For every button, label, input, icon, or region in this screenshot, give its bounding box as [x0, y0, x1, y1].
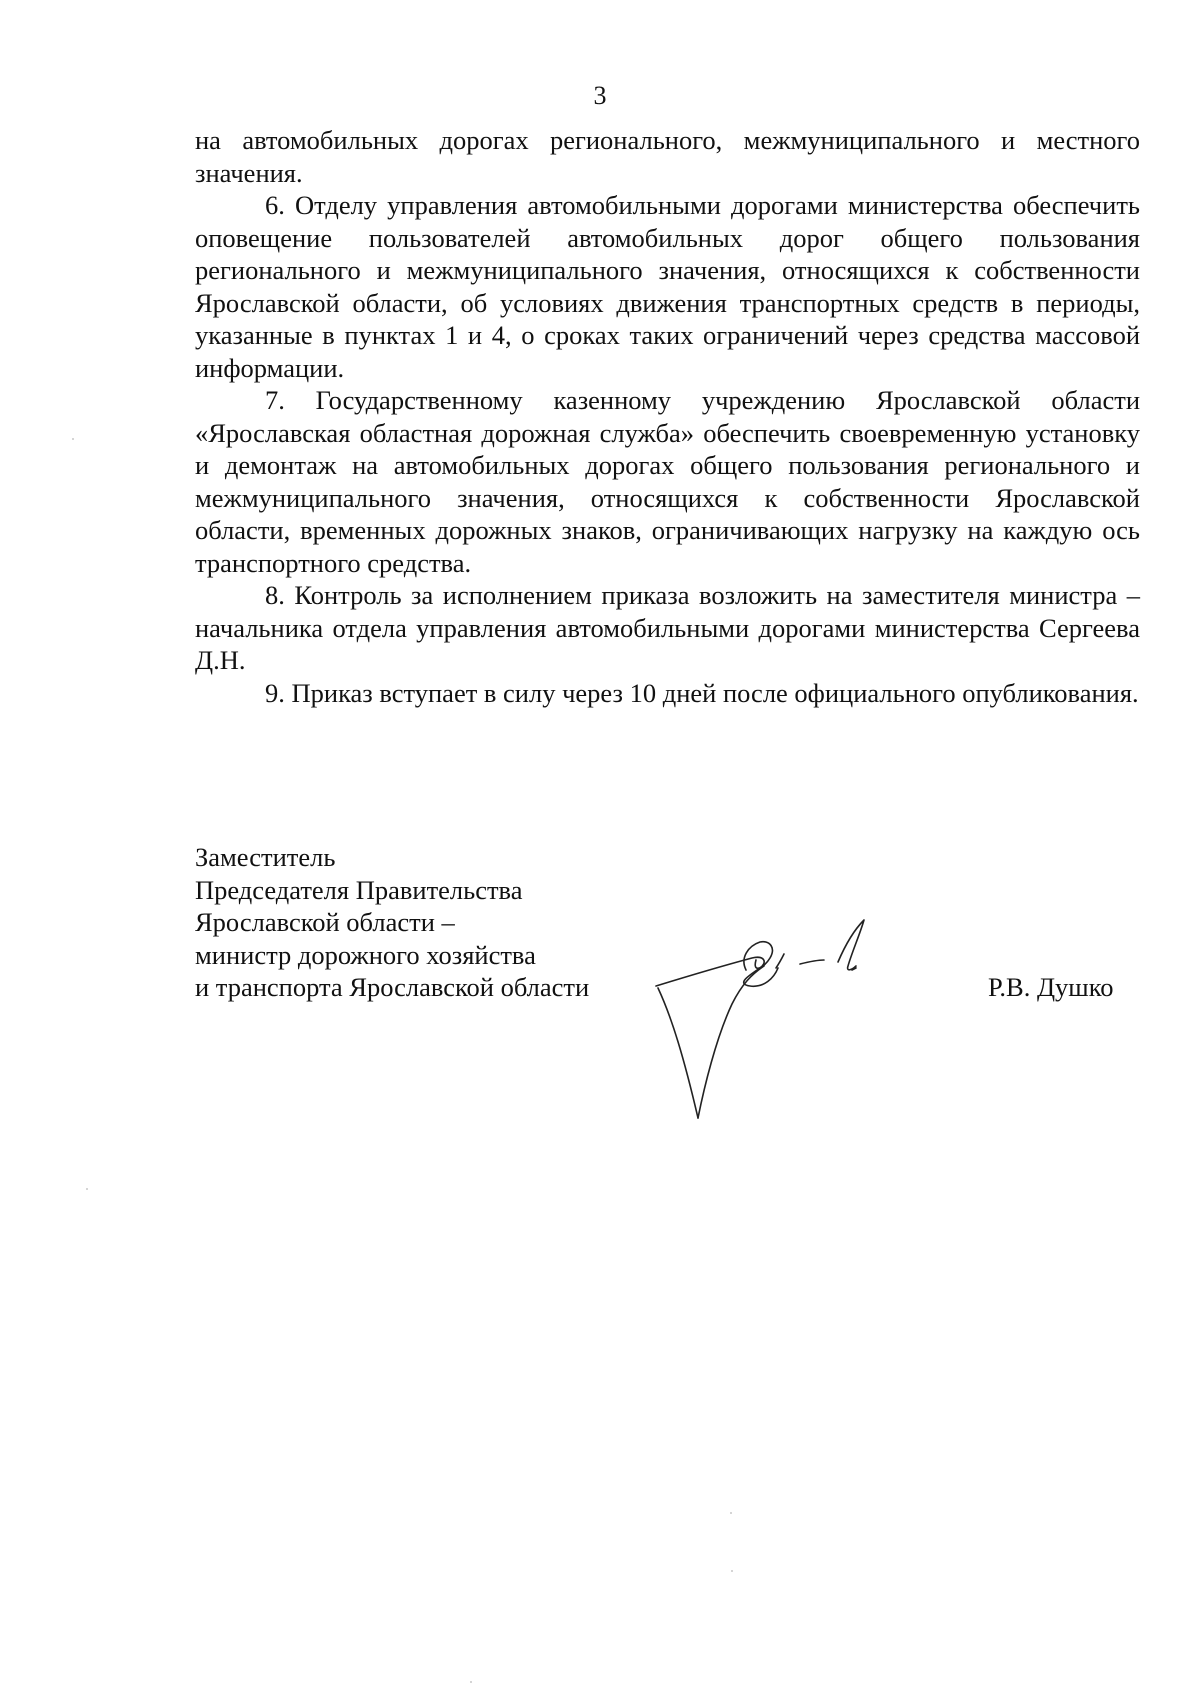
scan-speck: [72, 438, 74, 440]
signatory-title-line: Председателя Правительства: [195, 874, 523, 905]
paragraph-item-6: 6. Отделу управления автомобильными дорогами министерства обеспечить оповещение пользователей автомобильных дорог общего пользования регионального и межмуниципального значения, относящихся к собственности Ярославской области, об условиях движения транспортных средств в периоды, указанные в пунктах 1 и 4, о сроках таких ограничений через средства массовой информации.: [195, 190, 1140, 383]
signatory-title-line: и транспорта Ярославской области: [195, 972, 590, 1002]
paragraph-item-8: 8. Контроль за исполнением приказа возложить на заместителя министра – начальника отдела управления автомобильными дорогами министерства Сергеева Д.Н.: [195, 580, 1140, 675]
paragraph-continuation: на автомобильных дорогах регионального, межмуниципального и местного значения.: [195, 125, 1140, 188]
scan-speck: [470, 1681, 472, 1683]
page-number: 3: [593, 81, 607, 110]
scan-speck: [731, 1570, 733, 1572]
handwritten-signature-icon: [652, 918, 922, 1128]
scan-speck: [730, 1512, 732, 1514]
signatory-title-line: Ярославской области –: [195, 907, 455, 937]
paragraph-item-9: 9. Приказ вступает в силу через 10 дней после официального опубликования.: [265, 677, 1139, 708]
scan-speck: [86, 1188, 88, 1190]
signatory-title-line: Заместитель: [195, 842, 336, 872]
signatory-title-block: [195, 841, 589, 1004]
signatory-title-line: министр дорожного хозяйства: [195, 939, 536, 970]
paragraph-item-7: 7. Государственному казенному учреждению Ярославской области «Ярославская областная дорожная служба» обеспечить своевременную установку и демонтаж на автомобильных дорогах общего пользования регионального и межмуниципального значения, относящихся к собственности Ярославской области, временных дорожных знаков, ограничивающих нагрузку на каждую ось транспортного средства.: [195, 385, 1140, 578]
body-text: [195, 124, 1140, 709]
signer-name: Р.В. Душко: [988, 972, 1114, 1002]
